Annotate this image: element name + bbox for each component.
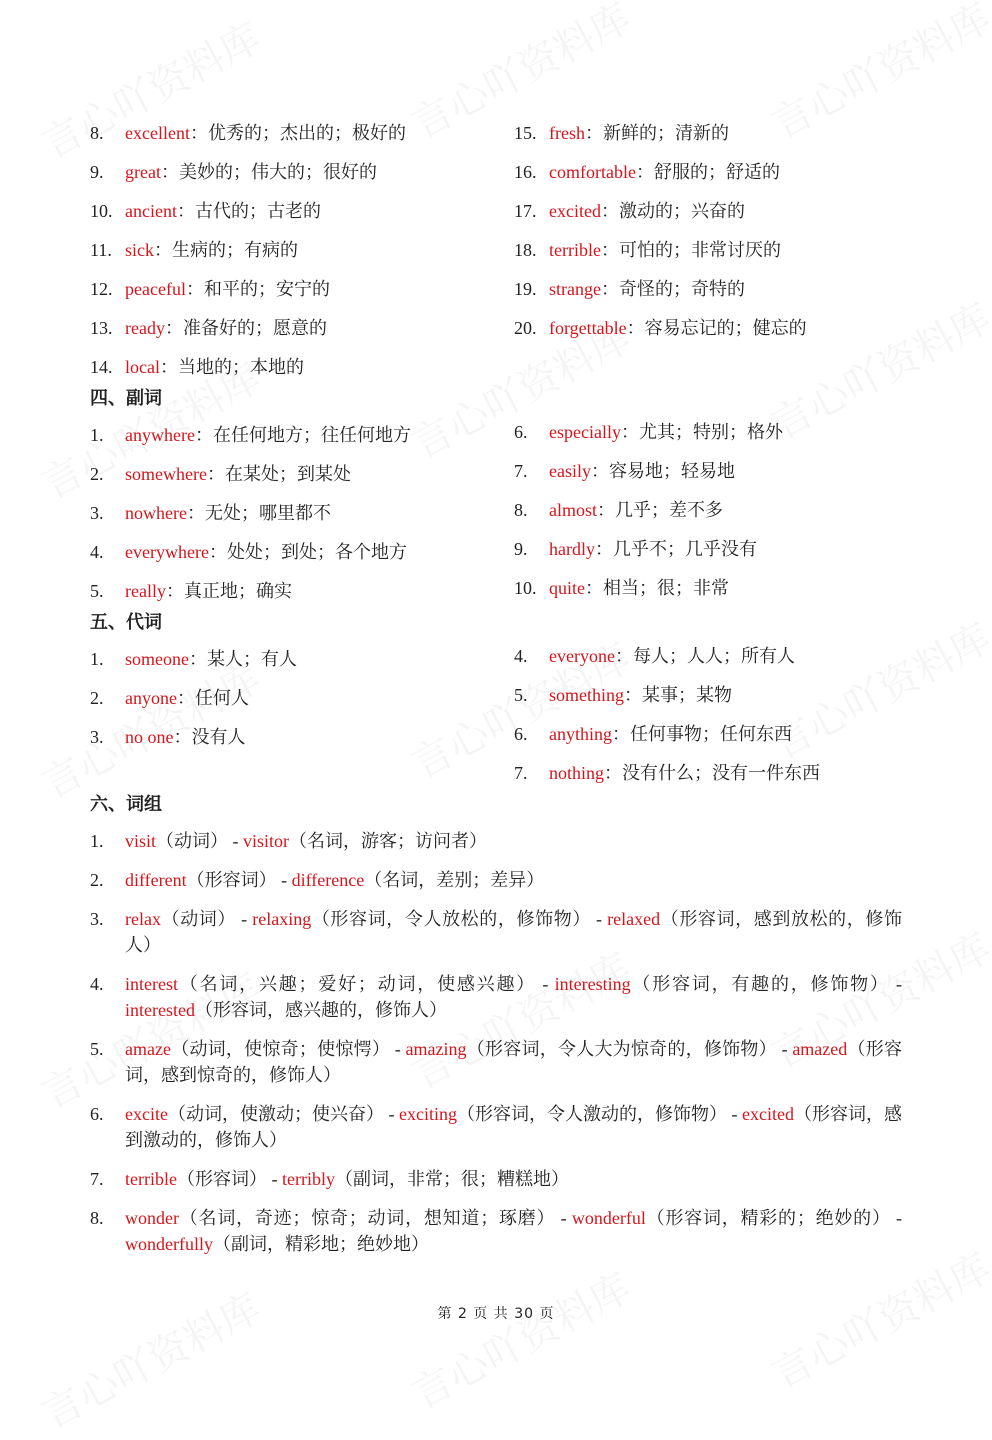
entry-number: 9. — [514, 539, 528, 559]
phrase-entry — [90, 1036, 902, 1088]
phrase-word: amaze — [125, 1039, 171, 1059]
entry-number: 20. — [514, 318, 537, 338]
entry-definition: ：在任何地方；往任何地方 — [194, 425, 411, 445]
entry-number: 1. — [90, 649, 104, 669]
entry-number: 2. — [90, 464, 104, 484]
phrase-word: excited — [742, 1104, 794, 1124]
phrase-gloss: （动词，使惊奇；使惊愕） - — [170, 1039, 406, 1059]
entry-word: easily — [549, 461, 591, 481]
entry-number: 4. — [90, 542, 104, 562]
watermark — [31, 1277, 270, 1440]
section-heading-phrases: 六、词组 — [90, 794, 162, 815]
entry-word: anywhere — [125, 425, 195, 445]
entry-number: 5. — [514, 685, 528, 705]
entry-word: no one — [125, 727, 174, 747]
entry-word: really — [125, 581, 166, 601]
entry-word: strange — [549, 279, 601, 299]
phrase-gloss: （形容词，感到放松的，修饰人） — [125, 909, 902, 955]
phrase-word: relaxed — [607, 909, 661, 929]
entry-number: 10. — [514, 578, 537, 598]
entry-word: peaceful — [125, 279, 186, 299]
entry-definition: ：无处；哪里都不 — [186, 503, 331, 523]
entry-number: 12. — [90, 279, 113, 299]
entry-word: excellent — [125, 123, 190, 143]
entry-definition: ：真正地；确实 — [165, 581, 292, 601]
phrase-gloss: （形容词，有趣的，修饰物） - — [630, 974, 902, 994]
phrase-gloss: （形容词） - — [176, 1169, 282, 1189]
phrase-gloss: （形容词，感到惊奇的，修饰人） — [125, 1039, 902, 1085]
entry-number: 6. — [514, 724, 528, 744]
phrase-word: terrible — [125, 1169, 177, 1189]
phrase-word: terribly — [281, 1169, 335, 1189]
entry-definition: ：几乎不；几乎没有 — [594, 539, 757, 559]
entry-definition: ：奇怪的；奇特的 — [600, 279, 745, 299]
phrase-entry — [90, 1166, 902, 1192]
phrase-word: interested — [125, 1000, 195, 1020]
phrase-word: wonderful — [571, 1208, 646, 1228]
entry-word: fresh — [549, 123, 585, 143]
entry-definition: ：任何人 — [176, 688, 249, 708]
entry-word: someone — [125, 649, 189, 669]
entry-word: ready — [125, 318, 165, 338]
entry-number: 16. — [514, 162, 537, 182]
entry-definition: ：没有什么；没有一件东西 — [604, 763, 821, 783]
phrase-word: interest — [125, 974, 178, 994]
entry-number: 8. — [514, 500, 528, 520]
entry-definition: ：处处；到处；各个地方 — [208, 542, 407, 562]
entry-word: everyone — [549, 646, 615, 666]
entry-number: 5. — [90, 1039, 104, 1059]
watermark — [31, 7, 270, 170]
watermark — [761, 287, 992, 450]
section-heading-pronouns: 五、代词 — [90, 612, 162, 633]
phrase-word: amazing — [405, 1039, 467, 1059]
entry-word: almost — [549, 500, 597, 520]
entry-definition: ：每人；人人；所有人 — [614, 646, 795, 666]
entry-word: something — [549, 685, 624, 705]
entry-number: 17. — [514, 201, 537, 221]
phrase-gloss: （形容词，感到激动的，修饰人） — [125, 1104, 902, 1150]
phrase-gloss: （动词） - — [160, 909, 253, 929]
entry-definition: ：和平的；安宁的 — [185, 279, 330, 299]
entry-definition: ：几乎；差不多 — [597, 500, 723, 520]
entry-number: 3. — [90, 909, 104, 929]
phrase-word: visitor — [243, 831, 290, 851]
entry-word: local — [125, 357, 160, 377]
phrase-word: interesting — [554, 974, 631, 994]
entry-definition: ：某事；某物 — [624, 685, 732, 705]
entry-number: 4. — [514, 646, 528, 666]
entry-definition: ：容易地；轻易地 — [591, 461, 735, 481]
entry-number: 5. — [90, 581, 104, 601]
phrase-gloss: （形容词） - — [186, 870, 292, 890]
entry-word: nothing — [549, 763, 605, 783]
entry-number: 19. — [514, 279, 537, 299]
entry-definition: ：生病的；有病的 — [154, 240, 298, 260]
phrase-gloss: （形容词，令人激动的，修饰物） - — [456, 1104, 742, 1124]
phrase-gloss: （名词，奇迹；惊奇；动词，想知道；琢磨） - — [178, 1208, 572, 1228]
entry-definition: ：某人；有人 — [188, 649, 297, 669]
phrase-word: relax — [125, 909, 161, 929]
entry-definition: ：在某处；到某处 — [206, 464, 351, 484]
entry-word: great — [125, 162, 161, 182]
phrase-gloss: （形容词，令人大为惊奇的，修饰物） - — [466, 1039, 793, 1059]
entry-number: 6. — [90, 1104, 104, 1124]
phrase-word: wonderfully — [125, 1234, 213, 1254]
phrase-entry — [90, 1101, 902, 1153]
entry-number: 1. — [90, 831, 104, 851]
entry-number: 11. — [90, 240, 112, 260]
entry-word: hardly — [549, 539, 595, 559]
entry-word: quite — [549, 578, 585, 598]
phrase-word: excite — [125, 1104, 168, 1124]
entry-word: especially — [549, 422, 621, 442]
entry-number: 7. — [514, 763, 528, 783]
phrase-word: different — [125, 870, 187, 890]
entry-word: anyone — [125, 688, 177, 708]
entry-number: 18. — [514, 240, 537, 260]
entry-word: ancient — [125, 201, 177, 221]
entry-number: 2. — [90, 688, 104, 708]
page-footer: 第 2 页 共 30 页 — [437, 1306, 555, 1322]
phrase-gloss: （形容词，令人放松的，修饰物） - — [311, 909, 608, 929]
phrase-word: wonder — [125, 1208, 179, 1228]
phrase-gloss: （动词，使激动；使兴奋） - — [167, 1104, 399, 1124]
entry-definition: ：相当；很；非常 — [585, 578, 729, 598]
entry-number: 8. — [90, 1208, 104, 1228]
entry-definition: ：可怕的；非常讨厌的 — [600, 240, 781, 260]
entry-word: comfortable — [549, 162, 636, 182]
entry-number: 3. — [90, 503, 104, 523]
entry-number: 3. — [90, 727, 104, 747]
entry-definition: ：准备好的；愿意的 — [164, 318, 327, 338]
entry-number: 4. — [90, 974, 104, 994]
entry-word: excited — [549, 201, 601, 221]
entry-number: 7. — [90, 1169, 104, 1189]
phrase-word: difference — [291, 870, 365, 890]
entry-definition: ：古代的；古老的 — [176, 201, 321, 221]
phrase-word: exciting — [399, 1104, 457, 1124]
entry-word: forgettable — [549, 318, 627, 338]
entry-number: 10. — [90, 201, 113, 221]
phrase-word: visit — [125, 831, 157, 851]
watermark — [761, 0, 992, 150]
entry-definition: ：尤其；特别；格外 — [620, 422, 783, 442]
entry-number: 13. — [90, 318, 113, 338]
entry-number: 9. — [90, 162, 104, 182]
entry-number: 1. — [90, 425, 104, 445]
phrase-entry — [90, 867, 902, 893]
entry-definition: ：没有人 — [173, 727, 246, 747]
phrase-entry — [90, 906, 902, 958]
entry-word: anything — [549, 724, 612, 744]
watermark — [401, 1257, 640, 1420]
phrase-word: amazed — [792, 1039, 848, 1059]
entry-definition: ：激动的；兴奋的 — [600, 201, 745, 221]
entry-definition: ：优秀的；杰出的；极好的 — [189, 123, 406, 143]
phrase-entry — [90, 1205, 902, 1257]
entry-number: 14. — [90, 357, 113, 377]
phrase-entry — [90, 971, 902, 1023]
watermark — [761, 607, 992, 770]
entry-definition: ：美妙的；伟大的；很好的 — [160, 162, 377, 182]
phrase-gloss: （形容词，精彩的；绝妙的） - — [645, 1208, 902, 1228]
phrase-gloss: （副词，精彩地；绝妙地） — [212, 1234, 429, 1254]
entry-number: 2. — [90, 870, 104, 890]
entry-number: 6. — [514, 422, 528, 442]
entry-word: somewhere — [125, 464, 207, 484]
entry-definition: ：新鲜的；清新的 — [584, 123, 729, 143]
phrase-gloss: （形容词，感兴趣的，修饰人） — [194, 1000, 447, 1020]
phrase-gloss: （副词，非常；很；糟糕地） — [334, 1169, 569, 1189]
entry-number: 8. — [90, 123, 104, 143]
entry-word: terrible — [549, 240, 601, 260]
entry-word: sick — [125, 240, 154, 260]
entry-definition: ：当地的；本地的 — [159, 357, 304, 377]
entry-word: nowhere — [125, 503, 187, 523]
entry-definition: ：舒服的；舒适的 — [635, 162, 780, 182]
phrase-gloss: （名词，兴趣；爱好；动词，使感兴趣） - — [177, 974, 555, 994]
phrase-gloss: （名词，差别；差异） — [364, 870, 545, 890]
entry-word: everywhere — [125, 542, 209, 562]
phrase-gloss: （名词，游客；访问者） — [289, 831, 488, 851]
section-heading-adverbs: 四、副词 — [90, 388, 162, 409]
entry-number: 7. — [514, 461, 528, 481]
entry-definition: ：任何事物；任何东西 — [612, 724, 792, 744]
phrase-gloss: （动词） - — [156, 831, 244, 851]
phrase-entry — [90, 828, 902, 854]
phrase-word: relaxing — [252, 909, 312, 929]
entry-number: 15. — [514, 123, 537, 143]
entry-definition: ：容易忘记的；健忘的 — [626, 318, 807, 338]
